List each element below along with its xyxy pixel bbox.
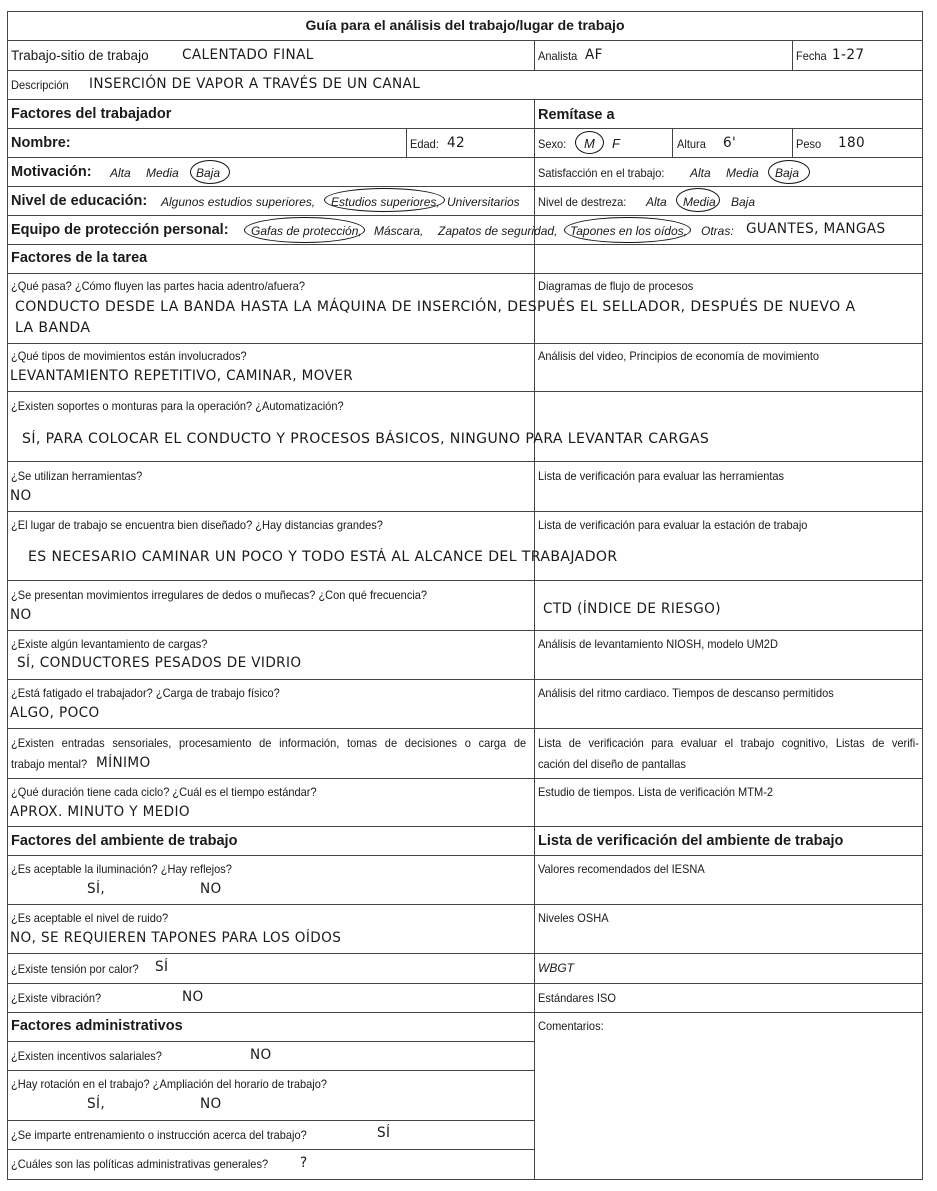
skill-label: Nivel de destreza:	[538, 195, 627, 209]
task-a10: APROX. MINUTO Y MEDIO	[10, 804, 191, 820]
admin-a2-yes: SÍ,	[87, 1096, 106, 1112]
env-q1: ¿Es aceptable la iluminación? ¿Hay reflejos?	[11, 862, 232, 876]
weight-value: 180	[838, 135, 866, 151]
ppe-other-value: GUANTES, MANGAS	[746, 221, 886, 237]
env-ref4: Estándares ISO	[538, 991, 616, 1005]
satisfaction-option-media: Media	[726, 166, 759, 180]
task-q4: ¿Se utilizan herramientas?	[11, 469, 143, 483]
date-label: Fecha	[796, 49, 827, 63]
task-q1: ¿Qué pasa? ¿Cómo fluyen las partes hacia adentro/afuera?	[11, 279, 305, 293]
analyst-label: Analista	[538, 49, 578, 63]
ppe-label: Equipo de protección personal:	[11, 222, 229, 238]
height-value: 6'	[723, 135, 737, 151]
refer-heading: Remítase a	[538, 107, 615, 123]
form-title: Guía para el análisis del trabajo/lugar de trabajo	[305, 17, 625, 33]
task-q9-line1: ¿Existen entradas sensoriales, procesamiento de información, tomas de decisiones o carga de	[11, 736, 527, 750]
task-a2: LEVANTAMIENTO REPETITIVO, CAMINAR, MOVER	[10, 368, 354, 384]
admin-a4: ?	[300, 1155, 308, 1171]
ppe-option-mask: Máscara,	[374, 224, 424, 238]
education-option-some-higher: Algunos estudios superiores,	[161, 195, 316, 209]
date-value: 1-27	[832, 47, 865, 63]
sex-label: Sexo:	[538, 137, 567, 151]
analyst-value: AF	[585, 47, 603, 63]
comments-label: Comentarios:	[538, 1019, 604, 1033]
satisfaction-option-alta: Alta	[690, 166, 711, 180]
env-a2: NO, SE REQUIEREN TAPONES PARA LOS OÍDOS	[10, 930, 342, 946]
env-ref1: Valores recomendados del IESNA	[538, 862, 705, 876]
height-label: Altura	[677, 137, 706, 151]
env-a4: NO	[182, 989, 204, 1005]
environment-checklist-heading: Lista de verificación del ambiente de trabajo	[538, 833, 844, 849]
task-ref4: Lista de verificación para evaluar las herramientas	[538, 469, 785, 483]
task-ref1: Diagramas de flujo de procesos	[538, 279, 694, 293]
env-q3: ¿Existe tensión por calor?	[11, 962, 139, 976]
task-a5: ES NECESARIO CAMINAR UN POCO Y TODO ESTÁ AL ALCANCE DEL TRABAJADOR	[28, 549, 618, 565]
sex-option-f: F	[612, 136, 620, 151]
admin-q3: ¿Se imparte entrenamiento o instrucción acerca del trabajo?	[11, 1128, 307, 1142]
admin-q2: ¿Hay rotación en el trabajo? ¿Ampliación del horario de trabajo?	[11, 1077, 328, 1091]
education-option-higher: Estudios superiores,	[331, 195, 440, 209]
ppe-other-label: Otras:	[701, 224, 734, 238]
ppe-option-safety-shoes: Zapatos de seguridad,	[438, 224, 558, 238]
env-a1-no: NO	[200, 881, 222, 897]
sex-option-m: M	[584, 136, 595, 151]
motivation-option-alta: Alta	[110, 166, 131, 180]
task-a1-line2: LA BANDA	[15, 320, 91, 336]
motivation-label: Motivación:	[11, 164, 92, 180]
task-a8: ALGO, POCO	[10, 705, 100, 721]
task-q6: ¿Se presentan movimientos irregulares de dedos o muñecas? ¿Con qué frecuencia?	[11, 588, 428, 602]
task-q3: ¿Existen soportes o monturas para la operación? ¿Automatización?	[11, 399, 344, 413]
task-a9: MÍNIMO	[96, 755, 151, 771]
task-a1-line1: CONDUCTO DESDE LA BANDA HASTA LA MÁQUINA DE INSERCIÓN, DESPUÉS EL SELLADOR, DESPUÉS DE NUEVO A	[15, 299, 856, 315]
task-ref9-line1: Lista de verificación para evaluar el trabajo cognitivo, Listas de verifi-	[538, 736, 919, 750]
task-ref9-line2: cación del diseño de pantallas	[538, 757, 686, 771]
env-ref2: Niveles OSHA	[538, 911, 609, 925]
task-ref8: Análisis del ritmo cardiaco. Tiempos de descanso permitidos	[538, 686, 834, 700]
task-a7: SÍ, CONDUCTORES PESADOS DE VIDRIO	[17, 655, 302, 671]
admin-q1: ¿Existen incentivos salariales?	[11, 1049, 162, 1063]
admin-a3: SÍ	[377, 1125, 391, 1141]
task-a6: NO	[10, 607, 32, 623]
task-ref6: CTD (ÍNDICE DE RIESGO)	[543, 601, 721, 617]
env-ref3: WBGT	[538, 961, 574, 975]
ppe-option-goggles: Gafas de protección,	[251, 224, 362, 238]
task-factors-heading: Factores de la tarea	[11, 250, 148, 266]
education-option-university: Universitarios	[447, 195, 520, 209]
env-a3: SÍ	[155, 959, 169, 975]
description-label: Descripción	[11, 78, 69, 92]
name-label: Nombre:	[11, 135, 71, 151]
ppe-option-earplugs: Tapones en los oídos,	[570, 224, 687, 238]
worker-factors-heading: Factores del trabajador	[11, 106, 172, 122]
admin-a1: NO	[250, 1047, 272, 1063]
motivation-option-baja: Baja	[196, 166, 221, 180]
env-a1-yes: SÍ,	[87, 881, 106, 897]
satisfaction-option-baja: Baja	[775, 166, 800, 180]
task-ref5: Lista de verificación para evaluar la estación de trabajo	[538, 518, 808, 532]
admin-q4: ¿Cuáles son las políticas administrativas generales?	[11, 1157, 269, 1171]
task-q10: ¿Qué duración tiene cada ciclo? ¿Cuál es el tiempo estándar?	[11, 785, 317, 799]
task-ref10: Estudio de tiempos. Lista de verificación MTM-2	[538, 785, 774, 799]
task-a4: NO	[10, 488, 32, 504]
age-label: Edad:	[410, 137, 439, 151]
task-ref7: Análisis de levantamiento NIOSH, modelo UM2D	[538, 637, 778, 651]
env-q2: ¿Es aceptable el nivel de ruido?	[11, 911, 169, 925]
motivation-option-media: Media	[146, 166, 179, 180]
task-q8: ¿Está fatigado el trabajador? ¿Carga de trabajo físico?	[11, 686, 280, 700]
workplace-value: CALENTADO FINAL	[182, 47, 314, 63]
skill-option-alta: Alta	[646, 195, 667, 209]
skill-option-media: Media	[683, 195, 716, 209]
admin-factors-heading: Factores administrativos	[11, 1018, 183, 1034]
satisfaction-label: Satisfacción en el trabajo:	[538, 166, 665, 180]
workplace-label: Trabajo-sitio de trabajo	[11, 48, 149, 63]
age-value: 42	[447, 135, 466, 151]
environment-factors-heading: Factores del ambiente de trabajo	[11, 833, 238, 849]
task-q9-line2: trabajo mental?	[11, 757, 88, 771]
task-ref2: Análisis del video, Principios de economía de movimiento	[538, 349, 820, 363]
description-value: INSERCIÓN DE VAPOR A TRAVÉS DE UN CANAL	[89, 76, 421, 92]
task-q2: ¿Qué tipos de movimientos están involucrados?	[11, 349, 247, 363]
task-q5: ¿El lugar de trabajo se encuentra bien diseñado? ¿Hay distancias grandes?	[11, 518, 383, 532]
task-a3: SÍ, PARA COLOCAR EL CONDUCTO Y PROCESOS BÁSICOS, NINGUNO PARA LEVANTAR CARGAS	[22, 431, 710, 447]
task-q7: ¿Existe algún levantamiento de cargas?	[11, 637, 208, 651]
education-label: Nivel de educación:	[11, 193, 148, 209]
skill-option-baja: Baja	[731, 195, 756, 209]
env-q4: ¿Existe vibración?	[11, 991, 102, 1005]
admin-a2-no: NO	[200, 1096, 222, 1112]
weight-label: Peso	[796, 137, 822, 151]
